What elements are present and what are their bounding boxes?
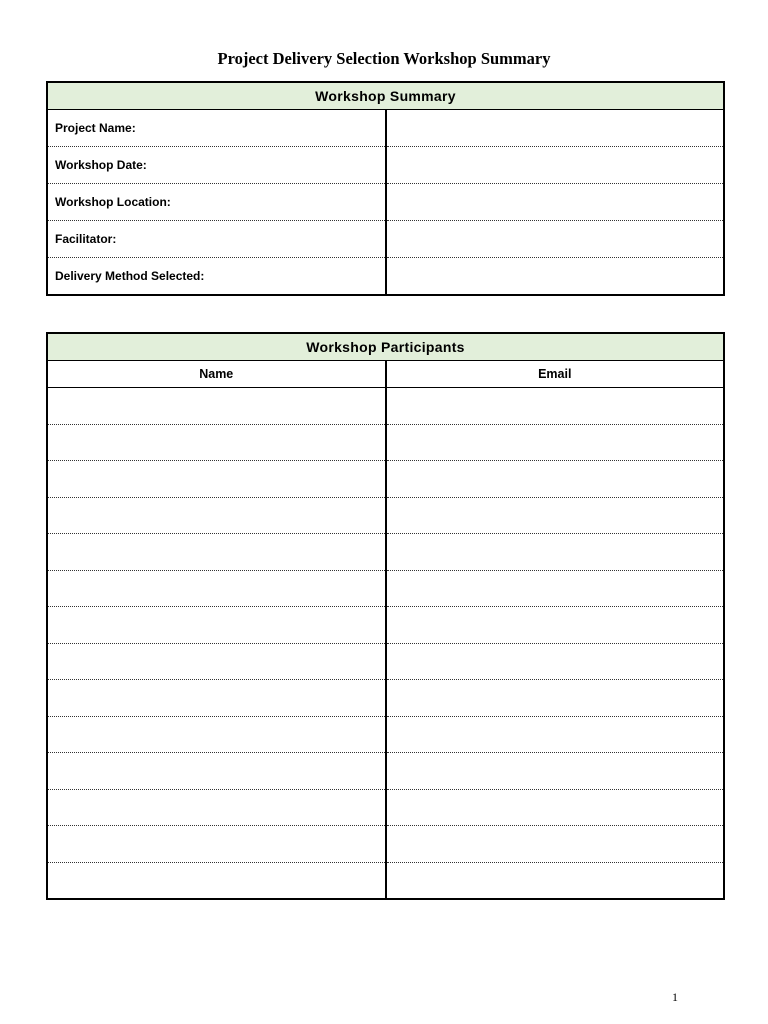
workshop-location-label: Workshop Location: bbox=[47, 184, 386, 221]
participant-name-cell[interactable] bbox=[47, 607, 386, 644]
document-title: Project Delivery Selection Workshop Summary bbox=[217, 49, 551, 68]
participant-name-cell[interactable] bbox=[47, 862, 386, 899]
participant-email-cell[interactable] bbox=[386, 388, 725, 425]
workshop-participants-table bbox=[46, 332, 725, 900]
workshop-date-field[interactable] bbox=[386, 147, 725, 184]
participant-name-cell[interactable] bbox=[47, 680, 386, 717]
participant-email-cell[interactable] bbox=[386, 643, 725, 680]
summary-row-workshop-location bbox=[47, 184, 724, 221]
participant-name-cell[interactable] bbox=[47, 789, 386, 826]
workshop-participants-header: Workshop Participants bbox=[47, 333, 724, 361]
participant-email-cell[interactable] bbox=[386, 716, 725, 753]
summary-row-facilitator bbox=[47, 221, 724, 258]
participant-email-cell[interactable] bbox=[386, 424, 725, 461]
participant-email-cell[interactable] bbox=[386, 789, 725, 826]
project-name-field[interactable] bbox=[386, 110, 725, 147]
project-name-label: Project Name: bbox=[47, 110, 386, 147]
participant-name-cell[interactable] bbox=[47, 570, 386, 607]
participant-name-cell[interactable] bbox=[47, 643, 386, 680]
participant-row bbox=[47, 753, 724, 790]
delivery-method-field[interactable] bbox=[386, 258, 725, 295]
participant-email-cell[interactable] bbox=[386, 680, 725, 717]
summary-row-delivery-method bbox=[47, 258, 724, 295]
participant-row bbox=[47, 643, 724, 680]
participant-row bbox=[47, 497, 724, 534]
participant-row bbox=[47, 680, 724, 717]
participant-email-cell[interactable] bbox=[386, 497, 725, 534]
participant-row bbox=[47, 461, 724, 498]
participant-row bbox=[47, 388, 724, 425]
summary-row-project-name bbox=[47, 110, 724, 147]
participant-row bbox=[47, 862, 724, 899]
participant-name-cell[interactable] bbox=[47, 497, 386, 534]
participant-name-cell[interactable] bbox=[47, 826, 386, 863]
participant-rows bbox=[47, 388, 724, 899]
participant-name-cell[interactable] bbox=[47, 388, 386, 425]
workshop-summary-header: Workshop Summary bbox=[47, 82, 724, 110]
participant-row bbox=[47, 789, 724, 826]
participant-name-cell[interactable] bbox=[47, 534, 386, 571]
participant-email-cell[interactable] bbox=[386, 461, 725, 498]
participant-row bbox=[47, 826, 724, 863]
participant-row bbox=[47, 716, 724, 753]
participant-name-cell[interactable] bbox=[47, 424, 386, 461]
participant-row bbox=[47, 570, 724, 607]
participant-row bbox=[47, 534, 724, 571]
participant-email-cell[interactable] bbox=[386, 753, 725, 790]
facilitator-label: Facilitator: bbox=[47, 221, 386, 258]
participant-name-cell[interactable] bbox=[47, 461, 386, 498]
participant-name-cell[interactable] bbox=[47, 716, 386, 753]
participant-email-cell[interactable] bbox=[386, 607, 725, 644]
delivery-method-label: Delivery Method Selected: bbox=[47, 258, 386, 295]
facilitator-field[interactable] bbox=[386, 221, 725, 258]
workshop-summary-table bbox=[46, 81, 725, 296]
participant-name-cell[interactable] bbox=[47, 753, 386, 790]
participant-row bbox=[47, 424, 724, 461]
name-column-header: Name bbox=[47, 361, 386, 388]
email-column-header: Email bbox=[386, 361, 725, 388]
participant-email-cell[interactable] bbox=[386, 570, 725, 607]
summary-row-workshop-date bbox=[47, 147, 724, 184]
workshop-location-field[interactable] bbox=[386, 184, 725, 221]
participant-row bbox=[47, 607, 724, 644]
participant-email-cell[interactable] bbox=[386, 826, 725, 863]
participant-email-cell[interactable] bbox=[386, 534, 725, 571]
page-number: 1 bbox=[672, 990, 678, 1004]
workshop-date-label: Workshop Date: bbox=[47, 147, 386, 184]
participant-email-cell[interactable] bbox=[386, 862, 725, 899]
